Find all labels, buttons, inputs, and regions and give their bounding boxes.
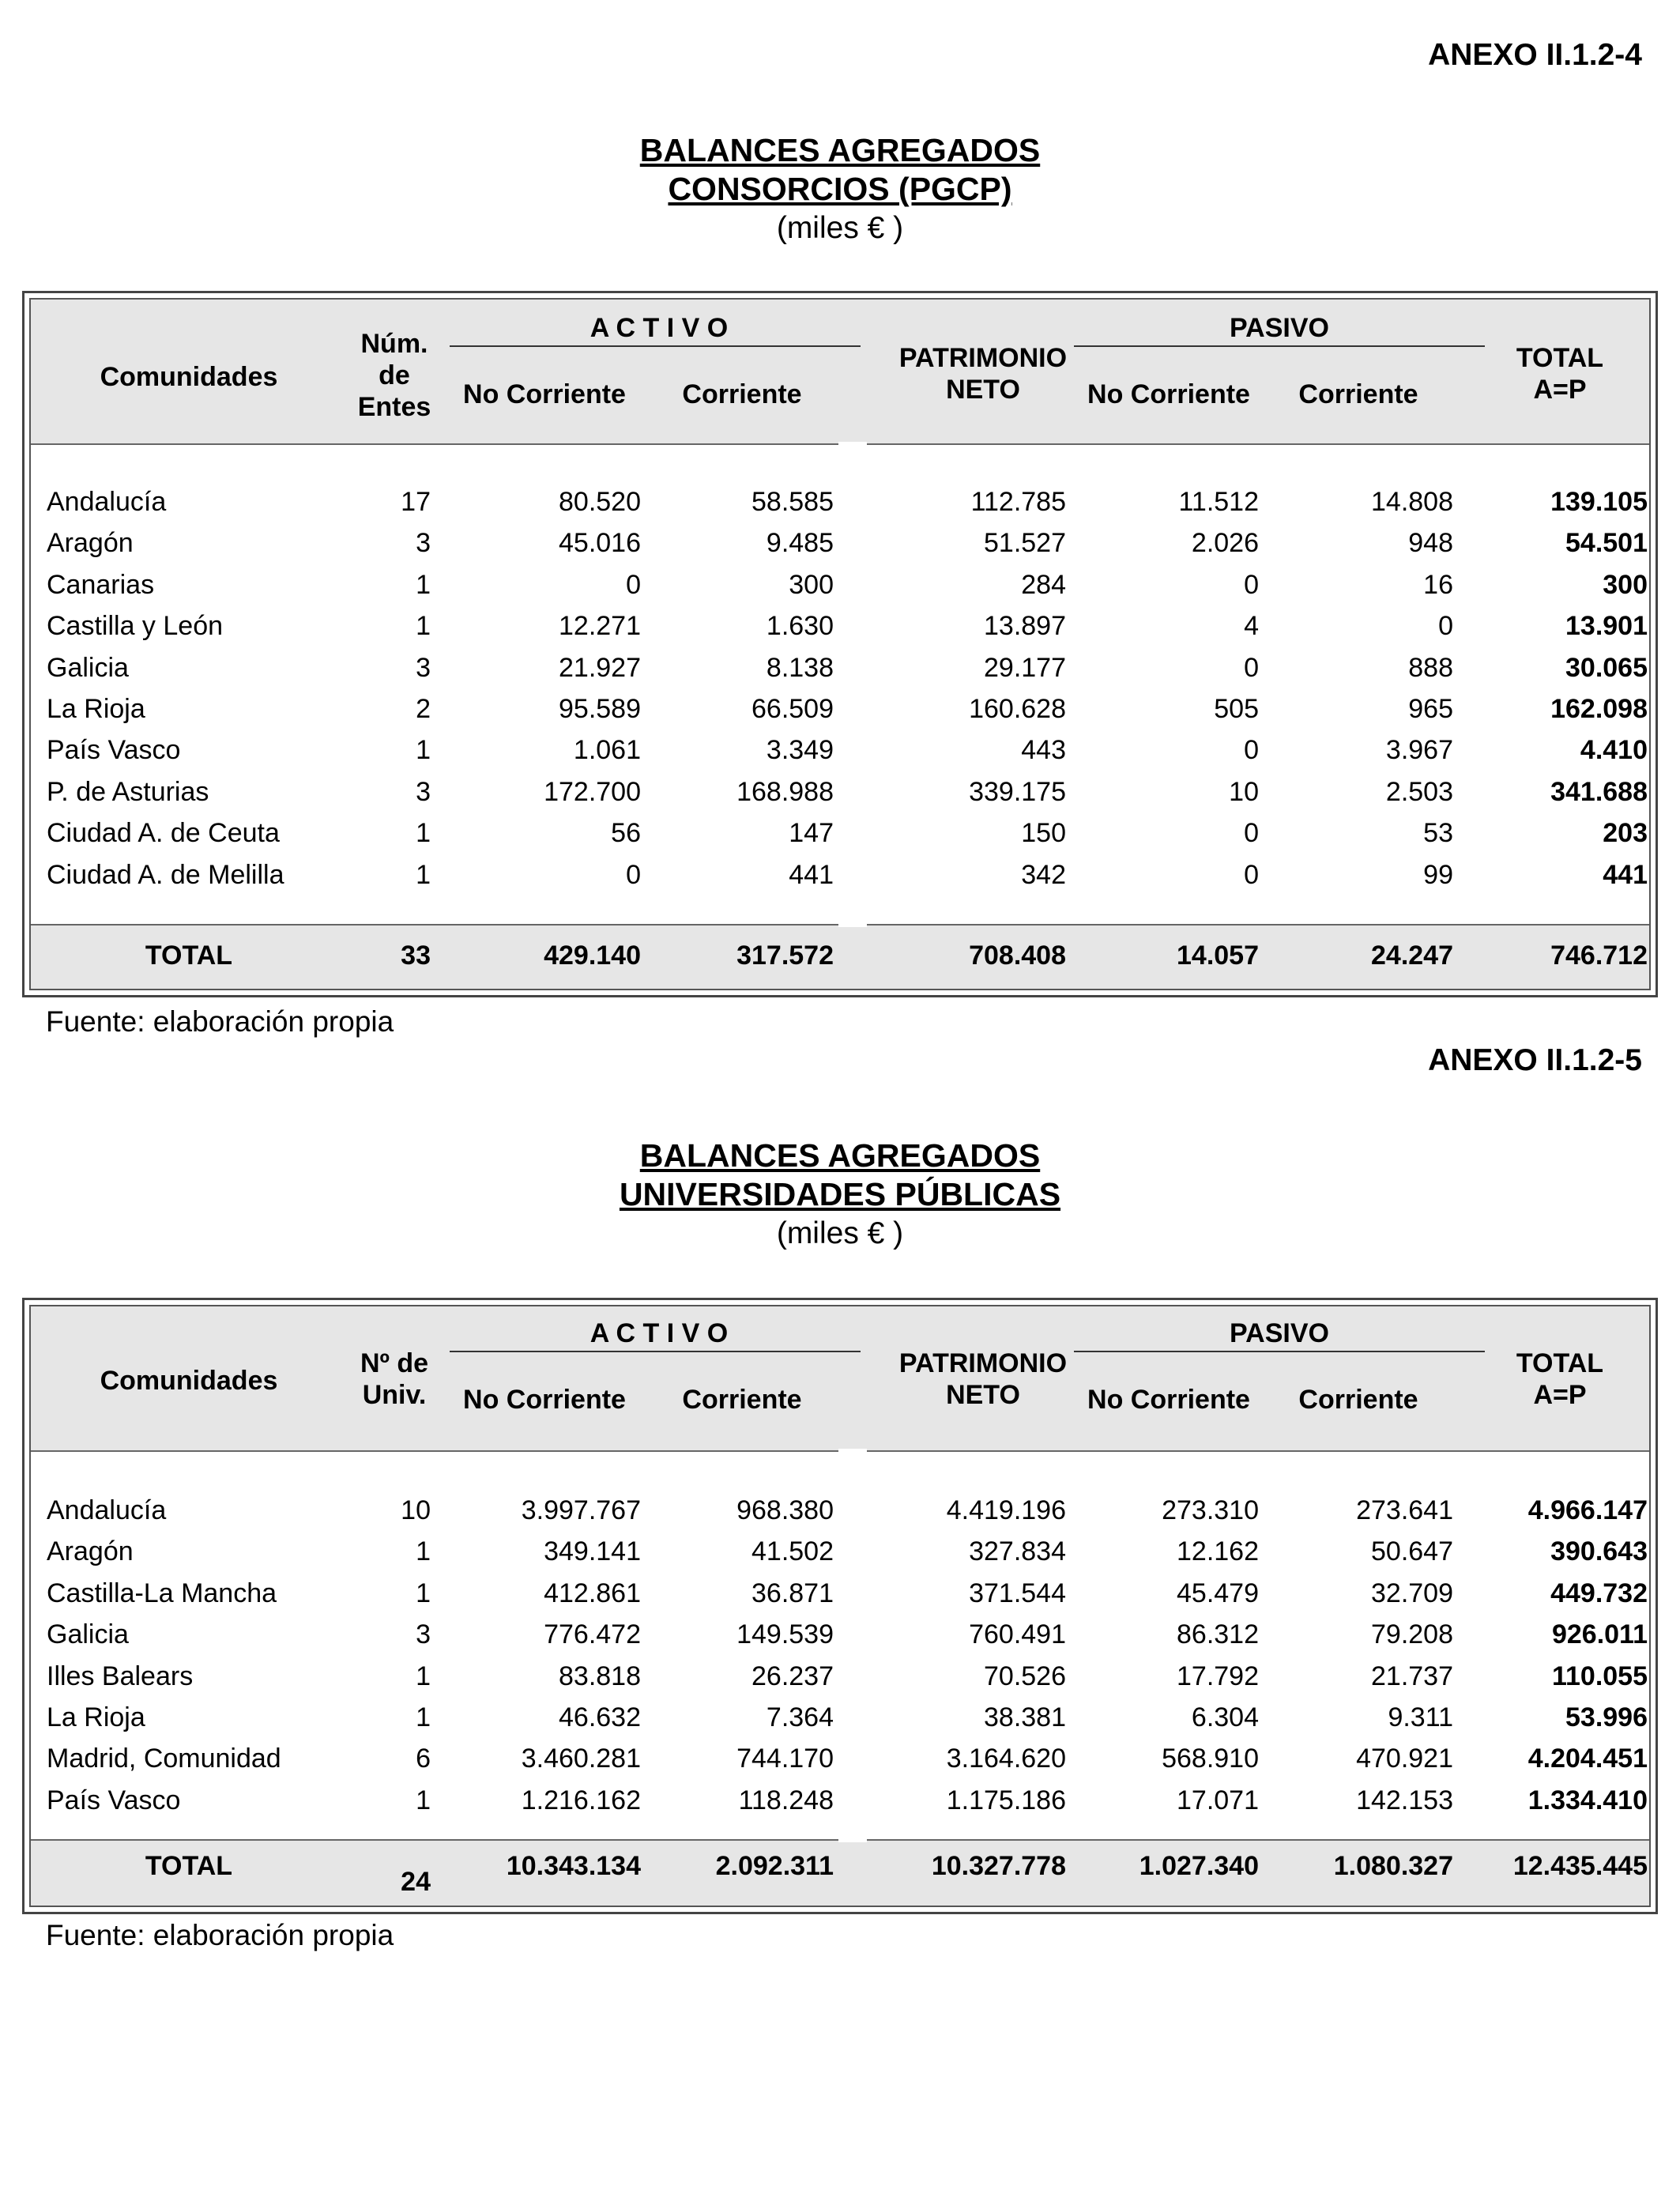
- cell-total: 300: [1603, 569, 1648, 600]
- header-pasivo-corriente: Corriente: [1298, 1385, 1418, 1415]
- cell-total: 54.501: [1565, 528, 1648, 559]
- cell-total: 4.966.147: [1527, 1495, 1648, 1525]
- cell-comunidad: La Rioja: [47, 694, 145, 724]
- cell-patrimonio-neto: 4.419.196: [946, 1495, 1066, 1525]
- cell-pasivo-corriente: 3.967: [1385, 735, 1453, 766]
- cell-activo-corriente: 118.248: [738, 1785, 834, 1815]
- cell-total: 1.334.410: [1527, 1785, 1648, 1815]
- cell-pasivo-corriente: 53: [1423, 818, 1453, 849]
- table-header-1: [31, 300, 1649, 445]
- cell-patrimonio-neto: 29.177: [984, 652, 1066, 683]
- cell-patrimonio-neto: 339.175: [969, 776, 1066, 807]
- cell-activo-corriente: 168.988: [736, 776, 834, 807]
- cell-pasivo-corriente: 99: [1423, 859, 1453, 890]
- header-comunidades: Comunidades: [100, 1366, 278, 1396]
- cell-activo-corriente: 968.380: [736, 1495, 834, 1525]
- header-activo-corriente: Corriente: [682, 379, 802, 409]
- cell-pasivo-corriente: 142.153: [1356, 1785, 1453, 1815]
- cell-count: 1: [416, 1536, 431, 1567]
- cell-activo-no-corriente: 83.818: [559, 1661, 641, 1691]
- total-notch: [838, 1838, 867, 1842]
- total-label: TOTAL: [145, 1851, 233, 1881]
- cell-total: 110.055: [1551, 1661, 1648, 1691]
- cell-activo-corriente: 26.237: [751, 1661, 834, 1691]
- table-header-2: [31, 1306, 1649, 1452]
- cell-activo-corriente: 300: [789, 569, 834, 600]
- table-row: [31, 1656, 1649, 1697]
- cell-patrimonio-neto: 327.834: [969, 1536, 1066, 1567]
- annex-label-2: ANEXO II.1.2-5: [1428, 1043, 1642, 1077]
- cell-pasivo-no-corriente: 568.910: [1162, 1744, 1259, 1774]
- cell-activo-no-corriente: 0: [626, 569, 641, 600]
- header-num-entes: Núm. de Entes: [357, 329, 431, 422]
- total-row-1: [31, 924, 1649, 989]
- activo-rule: [450, 1351, 861, 1352]
- cell-pasivo-corriente: 965: [1408, 694, 1453, 724]
- cell-total: 926.011: [1551, 1619, 1648, 1650]
- cell-pasivo-corriente: 79.208: [1371, 1619, 1453, 1650]
- cell-count: 1: [416, 569, 431, 600]
- cell-pasivo-no-corriente: 12.162: [1177, 1536, 1259, 1567]
- header-activo: A C T I V O: [590, 313, 729, 343]
- cell-pasivo-no-corriente: 86.312: [1177, 1619, 1259, 1650]
- cell-pasivo-corriente: 50.647: [1371, 1536, 1453, 1567]
- cell-activo-corriente: 8.138: [766, 652, 834, 683]
- cell-pasivo-corriente: 14.808: [1371, 487, 1453, 517]
- cell-total: 53.996: [1565, 1702, 1648, 1732]
- cell-count: 1: [416, 1785, 431, 1815]
- cell-patrimonio-neto: 51.527: [984, 528, 1066, 559]
- total-pasivo-corriente: 1.080.327: [1333, 1851, 1453, 1881]
- cell-activo-corriente: 441: [789, 859, 834, 890]
- cell-pasivo-no-corriente: 0: [1244, 859, 1259, 890]
- source-note-1: Fuente: elaboración propia: [46, 1005, 394, 1038]
- table-row: [31, 481, 1649, 522]
- cell-pasivo-corriente: 888: [1408, 652, 1453, 683]
- cell-comunidad: Castilla-La Mancha: [47, 1578, 277, 1608]
- cell-activo-corriente: 36.871: [751, 1578, 834, 1608]
- total-count: 33: [401, 941, 431, 971]
- cell-count: 3: [416, 528, 431, 559]
- cell-total: 162.098: [1550, 694, 1648, 724]
- cell-comunidad: La Rioja: [47, 1702, 145, 1732]
- title-block-2: [0, 1137, 1680, 1253]
- cell-pasivo-corriente: 2.503: [1385, 776, 1453, 807]
- units-label-1: (miles € ): [776, 211, 904, 245]
- cell-pasivo-no-corriente: 0: [1244, 818, 1259, 849]
- header-patrimonio-neto: PATRIMONIO NETO: [898, 1348, 1068, 1410]
- cell-count: 3: [416, 652, 431, 683]
- cell-count: 6: [416, 1744, 431, 1774]
- header-activo-corriente: Corriente: [682, 1385, 802, 1415]
- cell-activo-corriente: 41.502: [751, 1536, 834, 1567]
- cell-patrimonio-neto: 443: [1021, 735, 1066, 766]
- cell-patrimonio-neto: 760.491: [969, 1619, 1066, 1650]
- table-title-1: BALANCES AGREGADOS: [639, 132, 1041, 168]
- pasivo-rule: [1074, 1351, 1485, 1352]
- cell-pasivo-no-corriente: 6.304: [1191, 1702, 1259, 1732]
- cell-activo-no-corriente: 412.861: [544, 1578, 641, 1608]
- source-note-2: Fuente: elaboración propia: [46, 1919, 394, 1951]
- cell-pasivo-corriente: 273.641: [1356, 1495, 1453, 1525]
- cell-patrimonio-neto: 70.526: [984, 1661, 1066, 1691]
- cell-activo-no-corriente: 21.927: [559, 652, 641, 683]
- cell-patrimonio-neto: 371.544: [969, 1578, 1066, 1608]
- cell-activo-no-corriente: 1.061: [573, 735, 641, 766]
- table-frame-2: [22, 1298, 1658, 1914]
- total-label: TOTAL: [145, 941, 233, 971]
- header-pasivo: PASIVO: [1230, 1318, 1329, 1348]
- cell-activo-no-corriente: 1.216.162: [521, 1785, 641, 1815]
- cell-patrimonio-neto: 13.897: [984, 611, 1066, 642]
- cell-comunidad: Illes Balears: [47, 1661, 194, 1691]
- cell-activo-no-corriente: 12.271: [559, 611, 641, 642]
- cell-count: 1: [416, 1702, 431, 1732]
- cell-pasivo-no-corriente: 17.792: [1177, 1661, 1259, 1691]
- table-row: [31, 1614, 1649, 1655]
- cell-total: 341.688: [1550, 776, 1648, 807]
- total-count: 24: [401, 1867, 431, 1897]
- cell-count: 3: [416, 776, 431, 807]
- header-notch: [838, 442, 867, 447]
- header-notch: [838, 1449, 867, 1453]
- cell-pasivo-corriente: 948: [1408, 528, 1453, 559]
- units-label-2: (miles € ): [776, 1216, 904, 1250]
- cell-activo-corriente: 7.364: [766, 1702, 834, 1732]
- header-patrimonio-neto: PATRIMONIO NETO: [898, 343, 1068, 405]
- table-subtitle-2: UNIVERSIDADES PÚBLICAS: [619, 1176, 1061, 1212]
- table-row: [31, 1573, 1649, 1614]
- cell-total: 4.410: [1580, 735, 1648, 766]
- cell-comunidad: País Vasco: [47, 1785, 181, 1815]
- cell-comunidad: Ciudad A. de Ceuta: [47, 818, 280, 849]
- cell-count: 1: [416, 1578, 431, 1608]
- total-patrimonio-neto: 10.327.778: [931, 1851, 1066, 1881]
- cell-count: 1: [416, 818, 431, 849]
- cell-comunidad: Madrid, Comunidad: [47, 1744, 281, 1774]
- cell-comunidad: Ciudad A. de Melilla: [47, 859, 284, 890]
- header-pasivo: PASIVO: [1230, 313, 1329, 343]
- cell-pasivo-corriente: 21.737: [1371, 1661, 1453, 1691]
- pasivo-rule: [1074, 345, 1485, 347]
- total-total: 746.712: [1550, 941, 1648, 971]
- cell-pasivo-no-corriente: 17.071: [1177, 1785, 1259, 1815]
- total-pasivo-corriente: 24.247: [1371, 941, 1453, 971]
- cell-pasivo-no-corriente: 2.026: [1191, 528, 1259, 559]
- cell-count: 10: [401, 1495, 431, 1525]
- cell-comunidad: Aragón: [47, 528, 134, 559]
- total-activo-corriente: 317.572: [736, 941, 834, 971]
- cell-activo-no-corriente: 56: [611, 818, 641, 849]
- table-row: [31, 812, 1649, 854]
- cell-patrimonio-neto: 38.381: [984, 1702, 1066, 1732]
- table-subtitle-1: CONSORCIOS (PGCP): [668, 171, 1012, 207]
- cell-patrimonio-neto: 160.628: [969, 694, 1066, 724]
- cell-comunidad: Andalucía: [47, 1495, 167, 1525]
- cell-comunidad: País Vasco: [47, 735, 181, 766]
- total-patrimonio-neto: 708.408: [969, 941, 1066, 971]
- balance-table-1: [29, 298, 1651, 990]
- cell-pasivo-corriente: 470.921: [1356, 1744, 1453, 1774]
- table-row: [31, 1780, 1649, 1821]
- cell-pasivo-no-corriente: 0: [1244, 652, 1259, 683]
- cell-activo-no-corriente: 0: [626, 859, 641, 890]
- header-activo: A C T I V O: [590, 1318, 729, 1348]
- header-pasivo-no-corriente: No Corriente: [1087, 379, 1250, 409]
- cell-patrimonio-neto: 150: [1021, 818, 1066, 849]
- cell-total: 441: [1603, 859, 1648, 890]
- total-activo-no-corriente: 429.140: [544, 941, 641, 971]
- cell-pasivo-no-corriente: 4: [1244, 611, 1259, 642]
- table-row: [31, 729, 1649, 771]
- cell-activo-no-corriente: 776.472: [544, 1619, 641, 1650]
- balance-table-2: [29, 1305, 1651, 1907]
- total-row-2: [31, 1839, 1649, 1906]
- cell-comunidad: Galicia: [47, 1619, 129, 1650]
- table-row: [31, 1490, 1649, 1531]
- header-num-univ: Nº de Univ.: [360, 1348, 429, 1410]
- total-pasivo-no-corriente: 14.057: [1177, 941, 1259, 971]
- cell-pasivo-no-corriente: 273.310: [1162, 1495, 1259, 1525]
- cell-activo-corriente: 9.485: [766, 528, 834, 559]
- cell-activo-no-corriente: 80.520: [559, 487, 641, 517]
- total-total: 12.435.445: [1512, 1851, 1648, 1881]
- cell-count: 1: [416, 611, 431, 642]
- total-cells-1: [31, 935, 1649, 976]
- cell-total: 139.105: [1550, 487, 1648, 517]
- header-activo-no-corriente: No Corriente: [463, 379, 626, 409]
- cell-count: 1: [416, 1661, 431, 1691]
- cell-pasivo-corriente: 0: [1438, 611, 1453, 642]
- cell-comunidad: Andalucía: [47, 487, 167, 517]
- total-pasivo-no-corriente: 1.027.340: [1139, 1851, 1259, 1881]
- cell-activo-corriente: 147: [789, 818, 834, 849]
- cell-count: 1: [416, 859, 431, 890]
- cell-activo-corriente: 3.349: [766, 735, 834, 766]
- cell-pasivo-no-corriente: 11.512: [1178, 487, 1259, 517]
- title-block-1: [0, 131, 1680, 247]
- cell-pasivo-no-corriente: 45.479: [1177, 1578, 1259, 1608]
- cell-patrimonio-neto: 342: [1021, 859, 1066, 890]
- cell-patrimonio-neto: 112.785: [970, 487, 1066, 517]
- table-row: [31, 564, 1649, 605]
- header-total: TOTAL A=P: [1516, 1348, 1604, 1410]
- cell-pasivo-corriente: 16: [1423, 569, 1453, 600]
- cell-count: 17: [401, 487, 431, 517]
- cell-pasivo-corriente: 32.709: [1371, 1578, 1453, 1608]
- cell-activo-corriente: 58.585: [751, 487, 834, 517]
- table-row: [31, 1697, 1649, 1738]
- cell-pasivo-no-corriente: 505: [1214, 694, 1259, 724]
- annex-label-1: ANEXO II.1.2-4: [1428, 38, 1642, 72]
- cell-pasivo-no-corriente: 10: [1229, 776, 1259, 807]
- cell-activo-no-corriente: 3.997.767: [521, 1495, 641, 1525]
- cell-patrimonio-neto: 1.175.186: [946, 1785, 1066, 1815]
- cell-activo-no-corriente: 95.589: [559, 694, 641, 724]
- cell-comunidad: P. de Asturias: [47, 776, 209, 807]
- cell-pasivo-corriente: 9.311: [1388, 1702, 1453, 1732]
- total-cells-2: [31, 1845, 1649, 1897]
- table-row: [31, 854, 1649, 895]
- cell-count: 3: [416, 1619, 431, 1650]
- table-row: [31, 1531, 1649, 1572]
- total-activo-corriente: 2.092.311: [715, 1851, 834, 1881]
- cell-patrimonio-neto: 284: [1021, 569, 1066, 600]
- table-row: [31, 522, 1649, 564]
- header-total: TOTAL A=P: [1516, 343, 1604, 405]
- cell-pasivo-no-corriente: 0: [1244, 569, 1259, 600]
- table-frame-1: [22, 291, 1658, 997]
- cell-activo-corriente: 66.509: [751, 694, 834, 724]
- cell-activo-corriente: 149.539: [736, 1619, 834, 1650]
- cell-total: 449.732: [1550, 1578, 1648, 1608]
- header-pasivo-no-corriente: No Corriente: [1087, 1385, 1250, 1415]
- cell-activo-no-corriente: 3.460.281: [521, 1744, 641, 1774]
- cell-total: 390.643: [1550, 1536, 1648, 1567]
- total-activo-no-corriente: 10.343.134: [506, 1851, 641, 1881]
- cell-pasivo-no-corriente: 0: [1244, 735, 1259, 766]
- cell-activo-no-corriente: 46.632: [559, 1702, 641, 1732]
- cell-count: 2: [416, 694, 431, 724]
- cell-count: 1: [416, 735, 431, 766]
- table-row: [31, 647, 1649, 688]
- cell-total: 30.065: [1565, 652, 1648, 683]
- cell-comunidad: Castilla y León: [47, 611, 224, 642]
- table-row: [31, 771, 1649, 812]
- cell-activo-no-corriente: 349.141: [544, 1536, 641, 1567]
- cell-comunidad: Galicia: [47, 652, 129, 683]
- table-row: [31, 1738, 1649, 1779]
- header-pasivo-corriente: Corriente: [1298, 379, 1418, 409]
- total-notch: [838, 922, 867, 927]
- header-comunidades: Comunidades: [100, 362, 278, 392]
- table-row: [31, 605, 1649, 647]
- cell-comunidad: Canarias: [47, 569, 155, 600]
- cell-activo-no-corriente: 45.016: [559, 528, 641, 559]
- cell-total: 4.204.451: [1527, 1744, 1648, 1774]
- cell-activo-no-corriente: 172.700: [544, 776, 641, 807]
- cell-total: 203: [1603, 818, 1648, 849]
- cell-activo-corriente: 1.630: [766, 611, 834, 642]
- cell-comunidad: Aragón: [47, 1536, 134, 1567]
- header-activo-no-corriente: No Corriente: [463, 1385, 626, 1415]
- cell-activo-corriente: 744.170: [736, 1744, 834, 1774]
- table-row: [31, 688, 1649, 729]
- table-title-2: BALANCES AGREGADOS: [639, 1137, 1041, 1174]
- cell-patrimonio-neto: 3.164.620: [946, 1744, 1066, 1774]
- activo-rule: [450, 345, 861, 347]
- cell-total: 13.901: [1565, 611, 1648, 642]
